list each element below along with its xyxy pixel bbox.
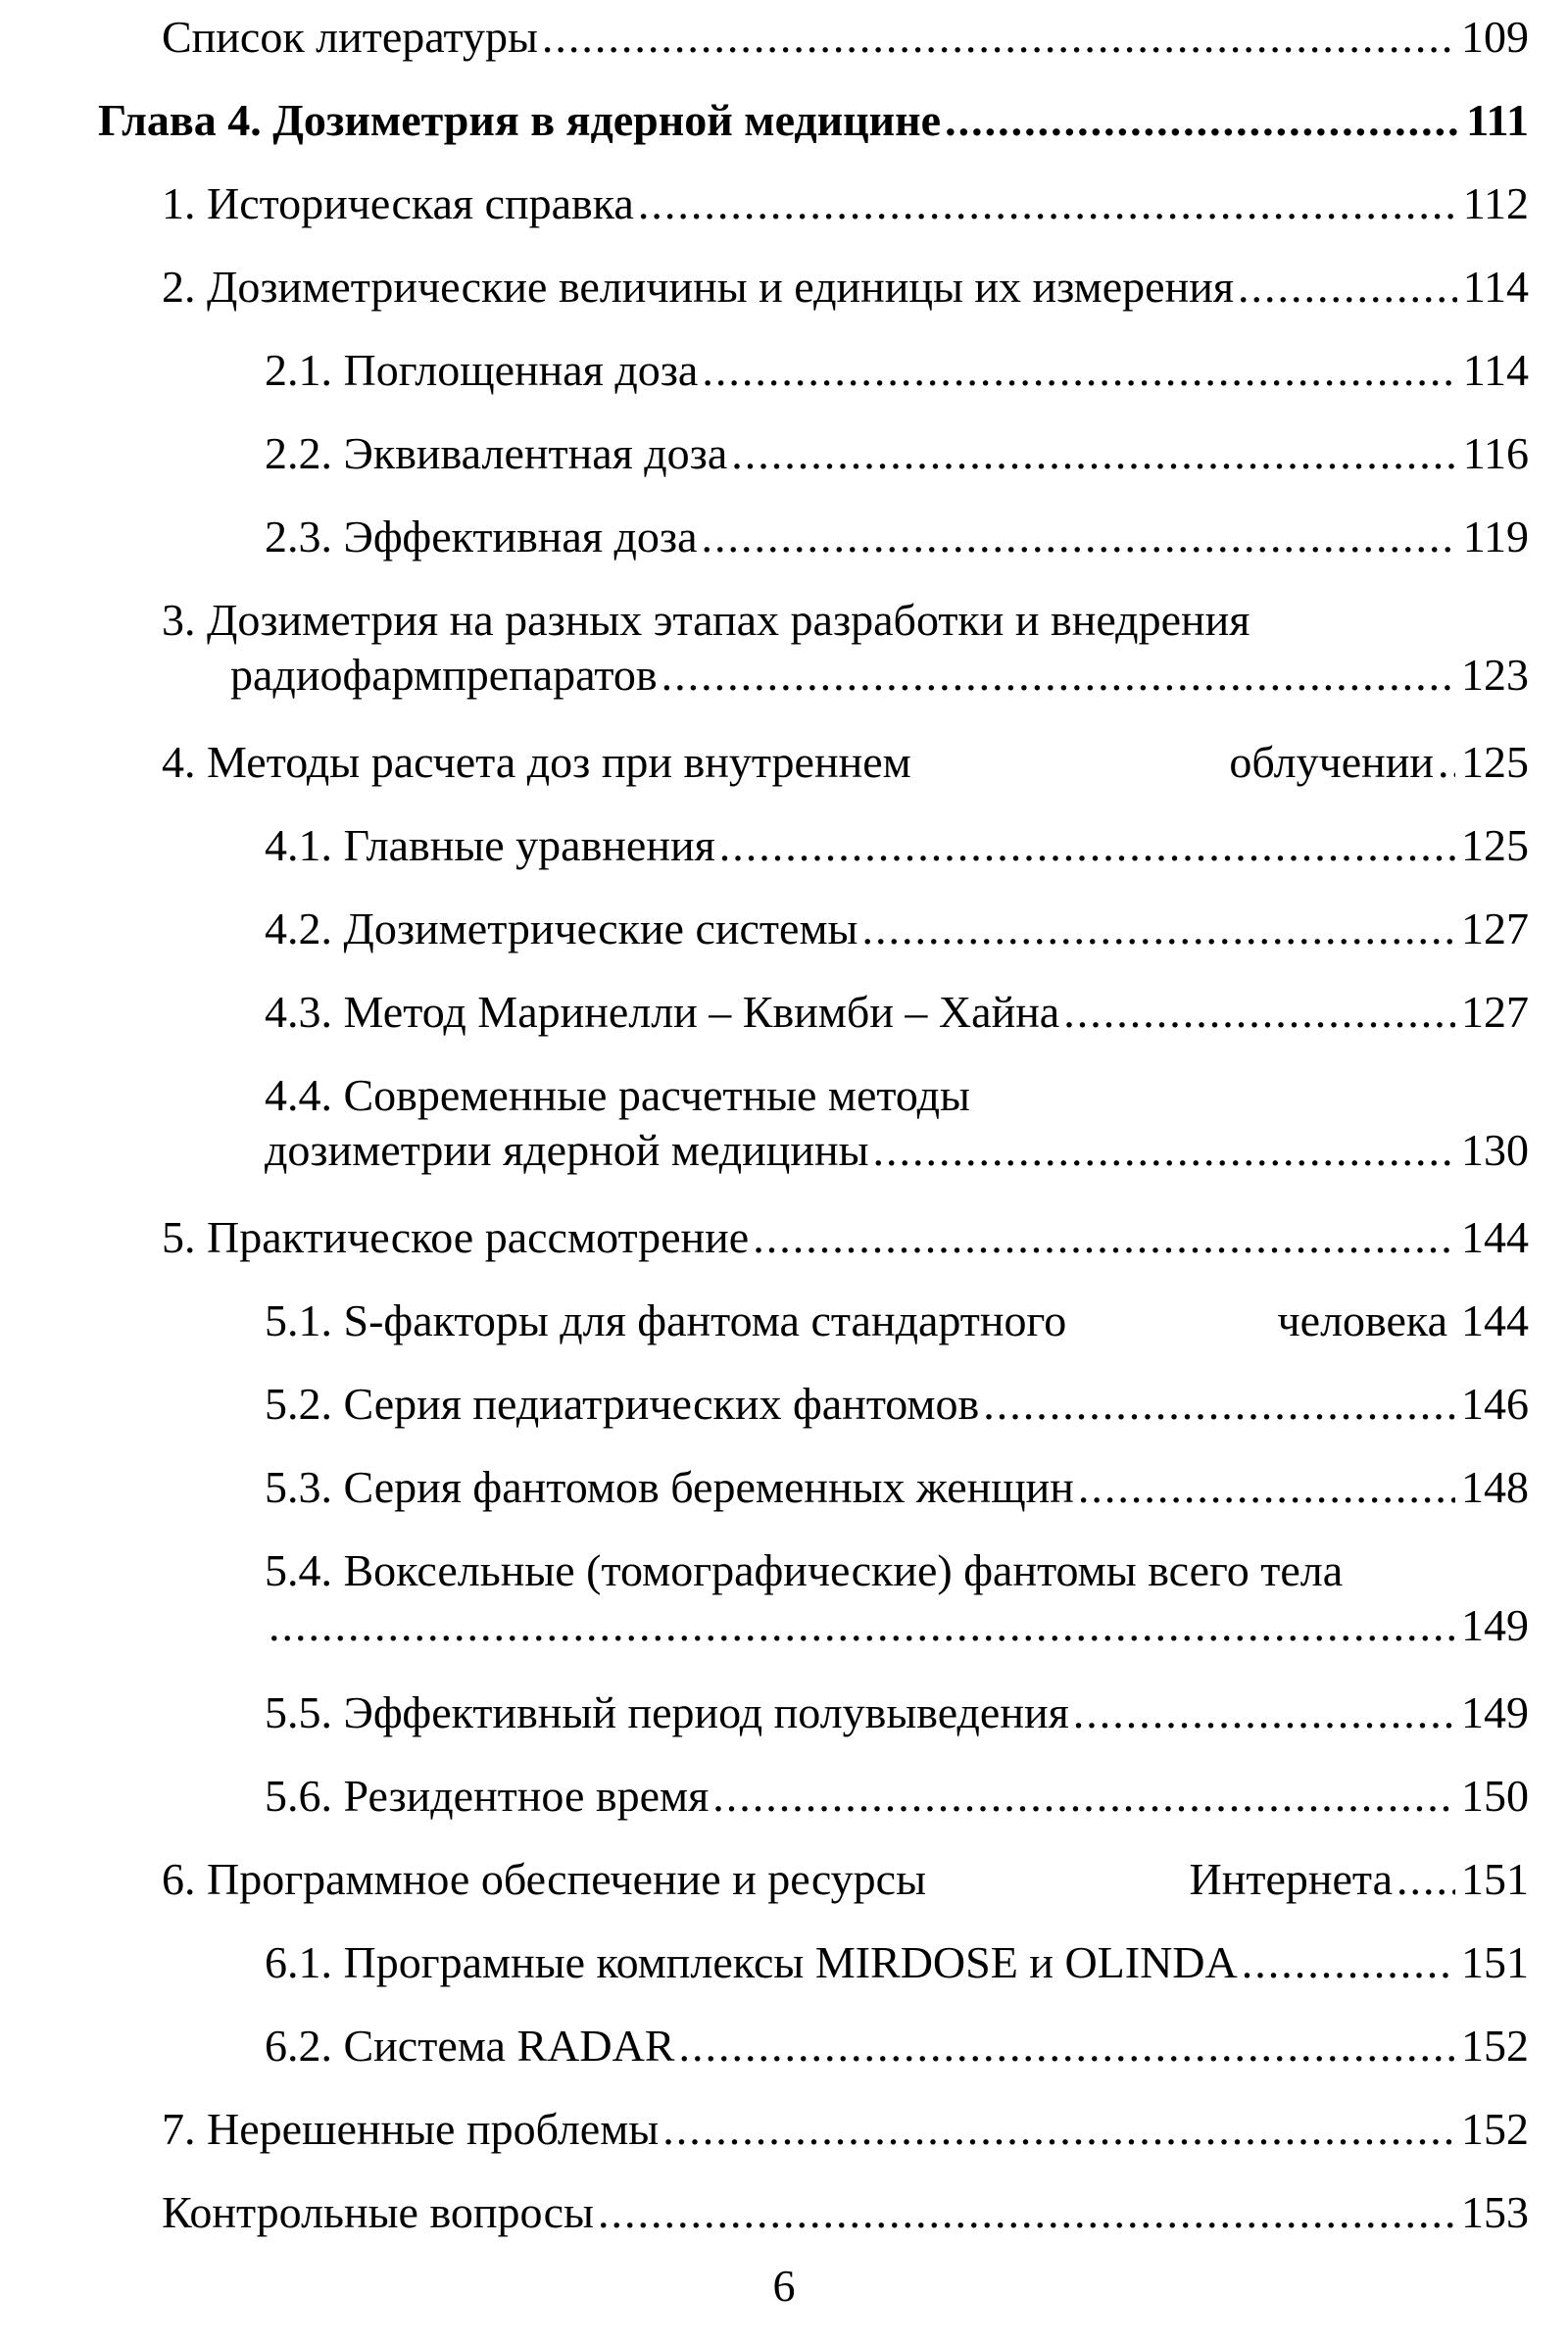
toc-entry-line	[162, 2185, 1529, 2240]
toc-entry-page: 112	[1462, 178, 1529, 228]
toc-dot-leader	[1073, 1685, 1455, 1740]
toc-entry-line	[162, 260, 1529, 315]
toc-entry-title: 5.5. Эффективный период полувыведения	[265, 1687, 1069, 1737]
toc-entry-title: 2. Дозиметрические величины и единицы их измерения	[162, 262, 1234, 312]
toc-entry-line	[162, 735, 1529, 790]
toc-entry-line	[98, 93, 1529, 148]
toc-dot-leader	[873, 1123, 1455, 1178]
toc-entry-title: 5.6. Резидентное время	[265, 1771, 710, 1821]
toc-entry-title: 2.3. Эффективная доза	[265, 512, 698, 561]
toc-entry-page: 153	[1461, 2187, 1529, 2237]
toc-entry-title-end: человека	[1277, 1295, 1447, 1345]
toc-dot-leader	[983, 1377, 1455, 1432]
toc-entry-title: 7. Нерешенные проблемы	[162, 2104, 660, 2154]
page-number: 6	[772, 2261, 796, 2311]
toc-dot-leader	[269, 1598, 1455, 1653]
toc-entry	[162, 1852, 1529, 1907]
toc-entry-title: 5. Практическое рассмотрение	[162, 1212, 750, 1262]
toc-entry-title: Контрольные вопросы	[162, 2187, 594, 2237]
toc-entry-title: 2.2. Эквивалентная доза	[265, 428, 728, 478]
toc-dot-leader	[861, 902, 1455, 956]
toc-entry	[265, 1935, 1529, 1990]
toc-entry-title: 1. Историческая справка	[162, 178, 634, 228]
toc-entry-page: 151	[1461, 1854, 1529, 1904]
toc-entry-title: радиофармпрепаратов	[230, 650, 658, 700]
toc-entry-title: Глава 4. Дозиметрия в ядерной медицине	[98, 95, 942, 145]
toc-entry-line	[265, 1685, 1529, 1740]
toc-entry	[265, 1460, 1529, 1515]
toc-dot-leader	[702, 510, 1457, 564]
toc-entry-page: 130	[1461, 1125, 1529, 1175]
toc-entry-page: 151	[1461, 1937, 1529, 1987]
toc-entry-page: 123	[1461, 650, 1529, 700]
toc-dot-leader	[1438, 735, 1455, 790]
toc-entry	[265, 2019, 1529, 2074]
toc-entry	[265, 1068, 1529, 1178]
toc-entry-line	[162, 2102, 1529, 2157]
toc-dot-leader	[638, 176, 1457, 231]
toc-entry-first-line: 3. Дозиметрия на разных этапах разработки и внедрения	[162, 595, 1250, 645]
toc-entry	[98, 93, 1529, 148]
toc-dot-leader	[662, 648, 1455, 703]
toc-entry	[265, 902, 1529, 956]
toc-entry-page: 149	[1461, 1600, 1529, 1650]
toc-entry	[162, 176, 1529, 231]
toc-entry	[265, 426, 1529, 481]
toc-dot-leader	[712, 1769, 1455, 1824]
toc-entry-page: 150	[1461, 1771, 1529, 1821]
toc-entry-line	[265, 510, 1529, 564]
toc-entry-line	[265, 343, 1529, 398]
toc-entry-line	[265, 1769, 1529, 1824]
toc-dot-leader	[719, 818, 1455, 873]
toc-dot-leader	[1078, 1460, 1455, 1515]
toc-entry-first-line: 4.4. Современные расчетные методы	[265, 1070, 970, 1120]
toc-dot-leader	[1396, 1852, 1455, 1907]
toc-dot-leader	[1242, 1935, 1455, 1990]
toc-entry-page: 125	[1461, 737, 1529, 787]
toc-dot-leader	[1063, 985, 1455, 1040]
toc-entry-title: Список литературы	[162, 12, 538, 62]
toc-entry-line	[265, 426, 1529, 481]
toc-entry-page: 114	[1462, 345, 1529, 395]
toc-entry-title: дозиметрии ядерной медицины	[265, 1125, 869, 1175]
toc-entry-line	[162, 1210, 1529, 1265]
toc-dot-leader	[678, 2019, 1455, 2074]
toc-entry-line	[162, 176, 1529, 231]
toc-entry	[265, 1685, 1529, 1740]
toc-dot-leader	[542, 10, 1455, 65]
toc-dot-leader	[753, 1210, 1455, 1265]
toc-entry-title-end: облучении	[1229, 737, 1434, 787]
toc-entry	[265, 985, 1529, 1040]
toc-dot-leader	[1238, 260, 1457, 315]
toc-entry-line	[265, 902, 1529, 956]
toc-entry-line	[230, 648, 1529, 703]
toc-entry-title: 4.3. Метод Маринелли – Квимби – Хайна	[265, 987, 1060, 1037]
toc-entry	[265, 818, 1529, 873]
toc-entry-line	[265, 1293, 1529, 1348]
toc-entry	[162, 1210, 1529, 1265]
toc-entry-line	[265, 985, 1529, 1040]
toc-entry-line	[162, 10, 1529, 65]
toc-entry-page: 114	[1462, 262, 1529, 312]
toc-entry-title: 2.1. Поглощенная доза	[265, 345, 699, 395]
toc-entry-page: 152	[1461, 2104, 1529, 2154]
toc-entry-title: 6.1. Програмные комплексы MIRDOSE и OLINDA	[265, 1937, 1238, 1987]
toc-entry	[265, 1293, 1529, 1348]
toc-entry-line	[162, 1852, 1529, 1907]
toc-entry	[162, 2185, 1529, 2240]
toc-entry-page: 125	[1461, 820, 1529, 870]
toc-entry	[162, 10, 1529, 65]
toc-entry-page: 109	[1461, 12, 1529, 62]
toc-entry-page: 148	[1461, 1462, 1529, 1512]
toc-entry-title: 4. Методы расчета доз при внутреннем	[162, 737, 911, 787]
toc-dot-leader	[945, 93, 1460, 148]
toc-entry	[162, 260, 1529, 315]
toc-entry-page: 127	[1461, 903, 1529, 953]
toc-entry-line	[265, 1935, 1529, 1990]
toc-entry-title: 5.3. Серия фантомов беременных женщин	[265, 1462, 1074, 1512]
toc-entry-line	[265, 1598, 1529, 1653]
toc-entry-page: 152	[1461, 2021, 1529, 2071]
toc-dot-leader	[662, 2102, 1455, 2157]
toc-entry-page: 144	[1461, 1295, 1529, 1345]
toc-entry-first-line: 5.4. Воксельные (томографические) фантомы всего тела	[265, 1545, 1344, 1595]
toc-entry-title: 5.2. Серия педиатрических фантомов	[265, 1379, 980, 1429]
toc-entry	[265, 1543, 1529, 1653]
toc-entry-page: 119	[1462, 512, 1529, 561]
toc-dot-leader	[731, 426, 1456, 481]
toc-dot-leader	[702, 343, 1456, 398]
toc-entry-title: 5.1. S-факторы для фантома стандартного	[265, 1295, 1067, 1345]
toc-entry	[265, 510, 1529, 564]
toc-entry-page: 116	[1462, 428, 1529, 478]
toc-entry-title: 6.2. Система RADAR	[265, 2021, 675, 2071]
toc-entry-line	[265, 2019, 1529, 2074]
toc-entry-line	[265, 1460, 1529, 1515]
toc-entry-title: 6. Программное обеспечение и ресурсы	[162, 1854, 927, 1904]
toc-entry	[162, 593, 1529, 703]
toc-entry-page: 146	[1461, 1379, 1529, 1429]
toc-dot-leader	[598, 2185, 1455, 2240]
toc-entry-title: 4.2. Дозиметрические системы	[265, 903, 858, 953]
toc-entry-line	[265, 1377, 1529, 1432]
toc-entry	[265, 1769, 1529, 1824]
toc-entry-line	[265, 818, 1529, 873]
toc-entry-page: 149	[1461, 1687, 1529, 1737]
toc-entry-line	[265, 1123, 1529, 1178]
toc-entry-page: 111	[1466, 95, 1529, 145]
toc-entry-page: 144	[1461, 1212, 1529, 1262]
toc-entry-title: 4.1. Главные уравнения	[265, 820, 715, 870]
toc-entry-title-end: Интернета	[1189, 1854, 1393, 1904]
toc-entry	[162, 2102, 1529, 2157]
toc-entry	[265, 343, 1529, 398]
toc-entry	[265, 1377, 1529, 1432]
toc-entry-page: 127	[1461, 987, 1529, 1037]
toc-entry	[162, 735, 1529, 790]
